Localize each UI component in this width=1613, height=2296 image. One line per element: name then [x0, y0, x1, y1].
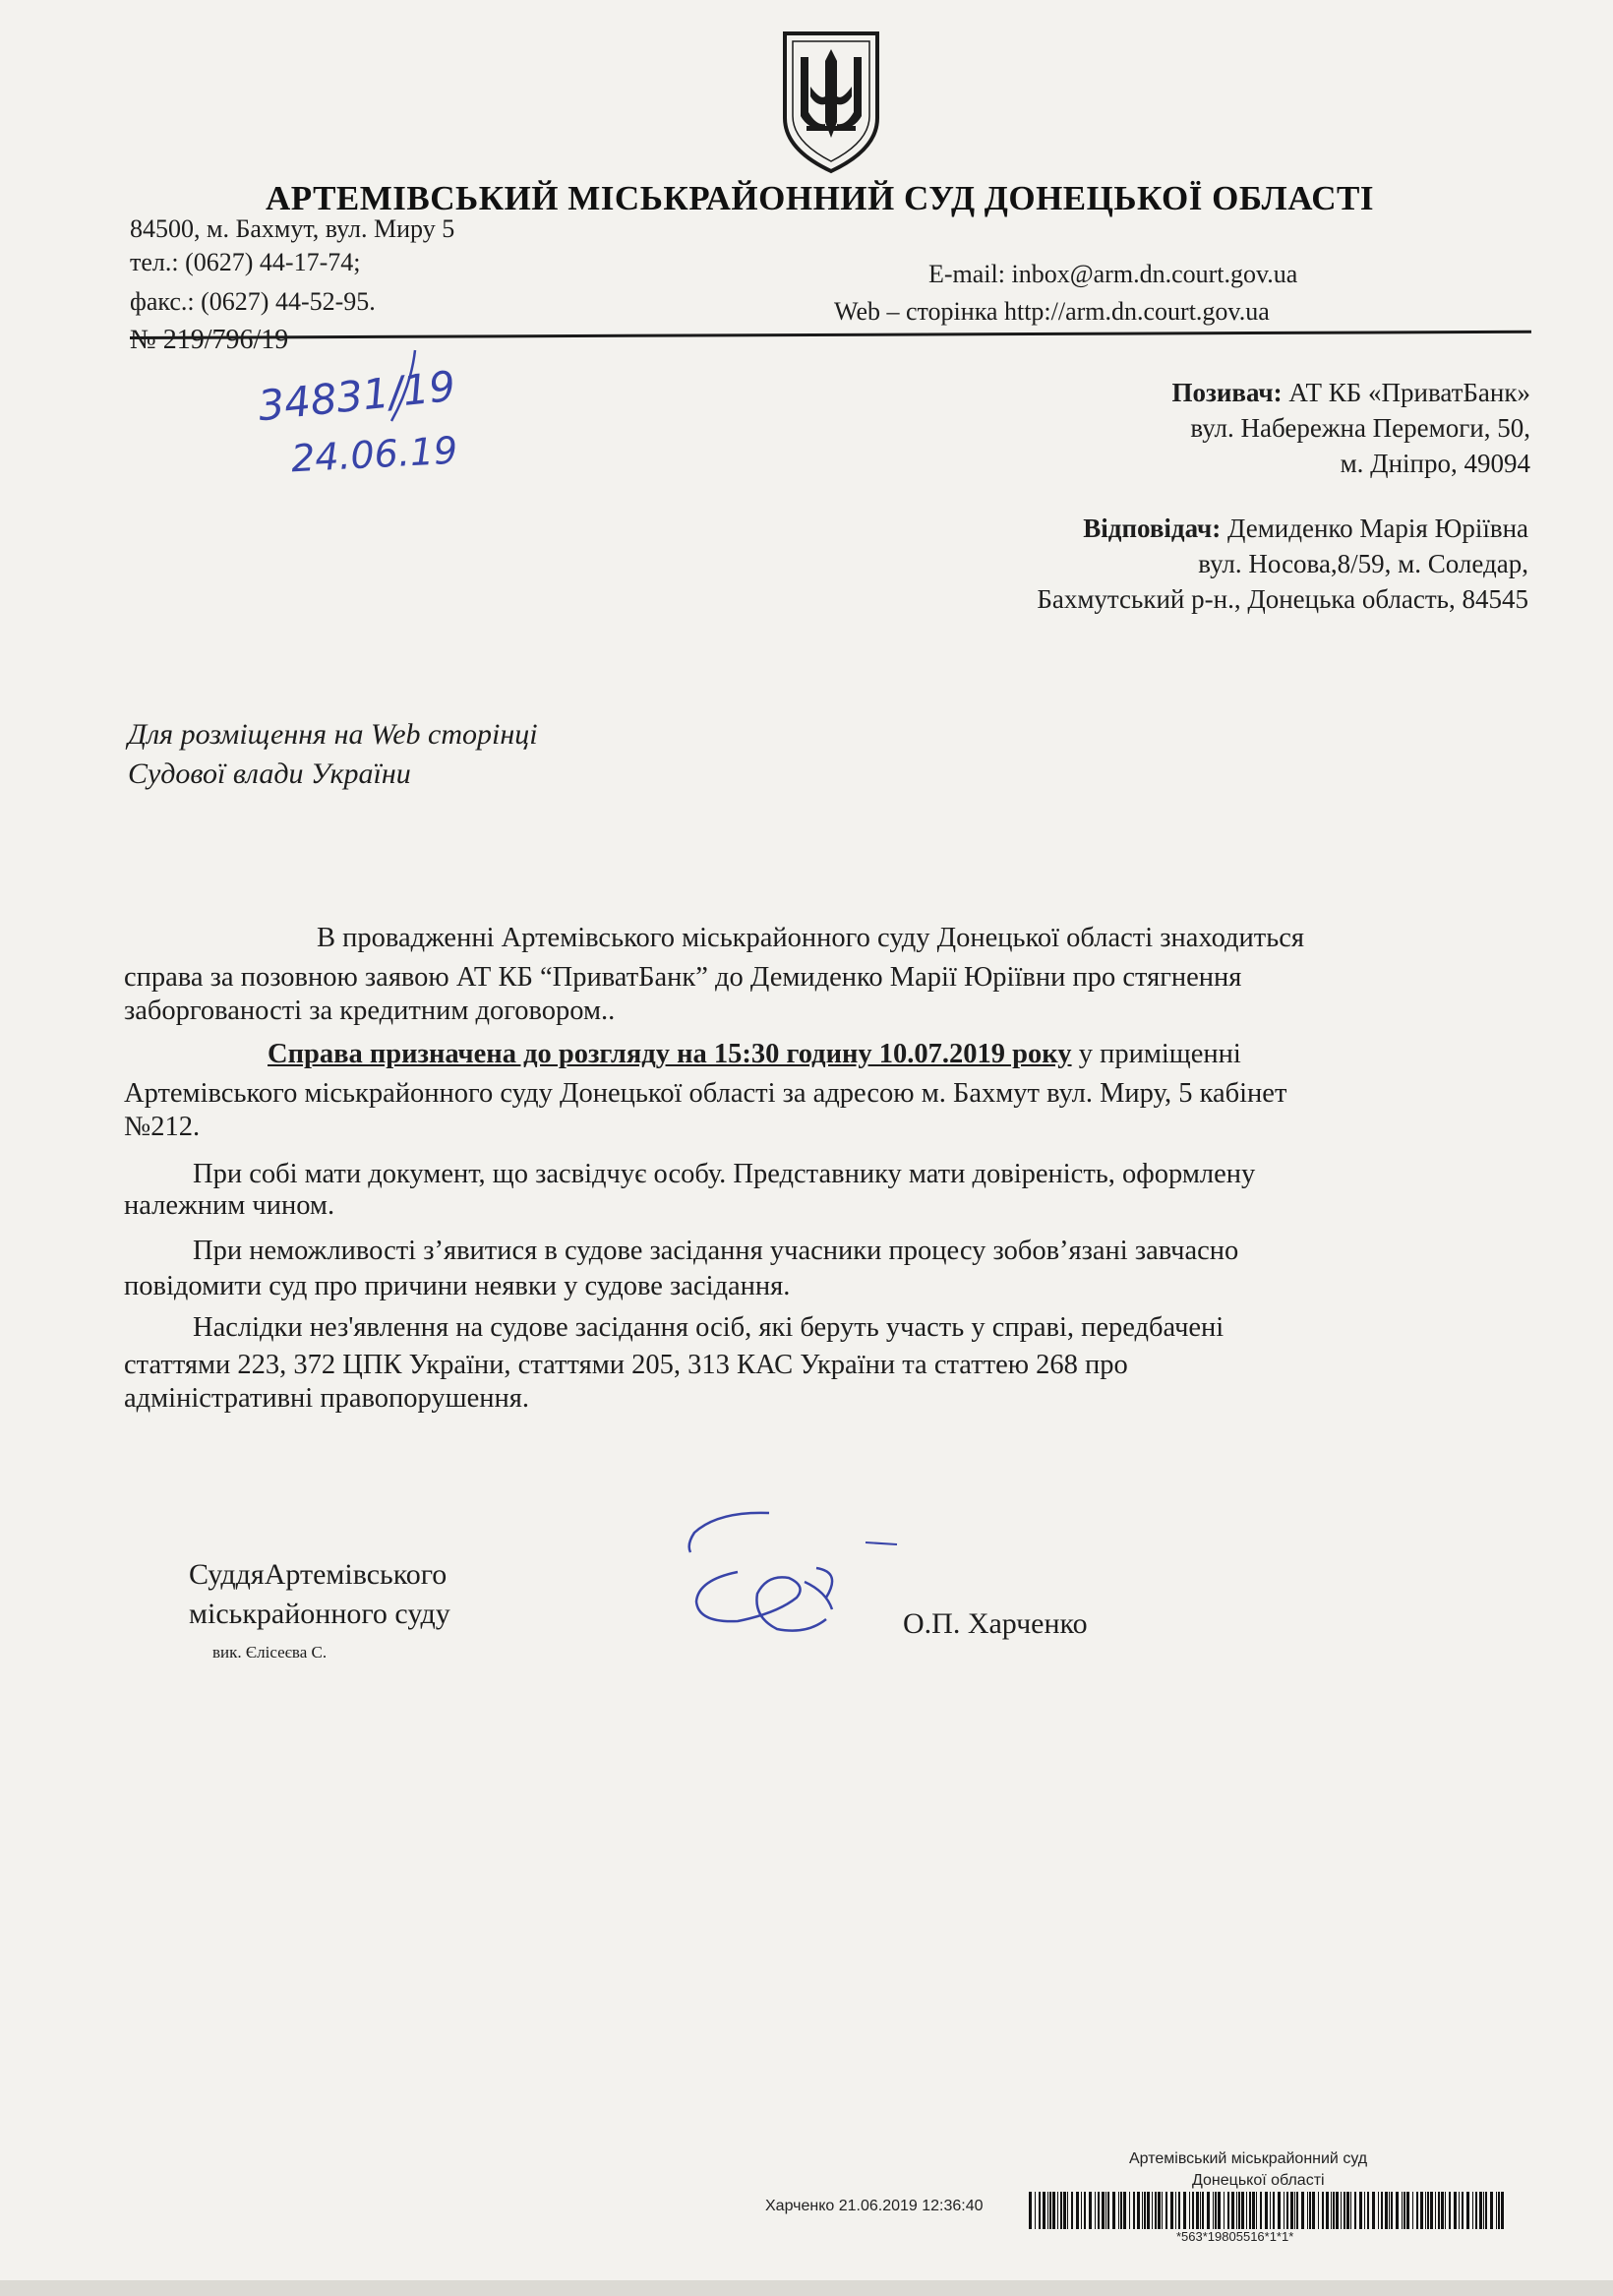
court-fax: факс.: (0627) 44-52-95. — [130, 287, 376, 316]
stamp-org-line1: Артемівський міськрайонний суд — [1129, 2150, 1368, 2167]
stamp-signed: Харченко 21.06.2019 12:36:40 — [765, 2198, 984, 2214]
judge-signature-icon — [679, 1503, 905, 1651]
paragraph2-line3: №212. — [124, 1112, 201, 1142]
handwritten-stroke — [386, 346, 425, 425]
paragraph5-line2: статтями 223, 372 ЦПК України, статтями 205, 313 КАС України та статтею 268 про — [124, 1350, 1128, 1380]
paragraph3-line1: При собі мати документ, що засвідчує особу. Представнику мати довіреність, оформлену — [193, 1159, 1256, 1189]
plaintiff-city: м. Дніпро, 49094 — [1340, 449, 1530, 478]
plaintiff-name: АТ КБ «ПриватБанк» — [1288, 378, 1530, 407]
paragraph4-line2: повідомити суд про причини неявки у судове засідання. — [124, 1271, 791, 1301]
defendant-name: Демиденко Марія Юріївна — [1226, 514, 1528, 543]
coat-of-arms-icon — [777, 28, 885, 175]
barcode-text: *563*19805516*1*1* — [1176, 2229, 1294, 2244]
handwritten-reg-number: 34831/19 — [255, 361, 458, 431]
paragraph5-line3: адміністративні правопорушення. — [124, 1383, 529, 1414]
defendant-region: Бахмутський р-н., Донецька область, 84545 — [1037, 584, 1528, 614]
web-note-line1: Для розміщення на Web сторінці — [128, 718, 538, 751]
paragraph4-line1: При неможливості з’явитися в судове засідання учасники процесу зобов’язані завчасно — [193, 1236, 1239, 1266]
plaintiff-street: вул. Набережна Перемоги, 50, — [1190, 413, 1530, 443]
stamp-org-line2: Донецької області — [1192, 2172, 1325, 2189]
page-bottom-edge — [0, 2280, 1613, 2296]
paragraph2-line2: Артемівського міськрайонного суду Донецької області за адресою м. Бахмут вул. Миру, 5 кабінет — [124, 1078, 1287, 1109]
defendant-label: Відповідач: — [1083, 514, 1222, 543]
hearing-location-start: у приміщенні — [1071, 1039, 1241, 1069]
court-phone: тел.: (0627) 44-17-74; — [130, 248, 361, 276]
court-name: АРТЕМІВСЬКИЙ МІСЬКРАЙОННИЙ СУД ДОНЕЦЬКОЇ ОБЛАСТІ — [266, 179, 1374, 217]
plaintiff-label: Позивач: — [1171, 378, 1283, 407]
handwritten-reg-date: 24.06.19 — [289, 428, 459, 481]
defendant-street: вул. Носова,8/59, м. Соледар, — [1198, 549, 1528, 578]
barcode-icon — [1029, 2192, 1505, 2229]
paragraph1-line1: В провадженні Артемівського міськрайонного суду Донецької області знаходиться — [317, 923, 1304, 953]
web-note-line2: Судової влади України — [128, 757, 411, 790]
executor-note: вик. Єлісеєва С. — [212, 1643, 328, 1662]
paragraph3-line2: належним чином. — [124, 1190, 335, 1221]
judge-role-line2: міськрайонного суду — [189, 1598, 450, 1630]
hearing-date-text: Справа призначена до розгляду на 15:30 годину 10.07.2019 року — [268, 1039, 1072, 1069]
court-website: Web – сторінка http://arm.dn.court.gov.ua — [834, 297, 1270, 326]
judge-name: О.П. Харченко — [903, 1607, 1088, 1640]
header-divider — [130, 331, 1531, 339]
defendant-name-line — [1083, 514, 1528, 544]
paragraph2-line1 — [268, 1039, 1241, 1070]
court-email: E-mail: inbox@arm.dn.court.gov.ua — [928, 260, 1298, 288]
paragraph1-line3: заборгованості за кредитним договором.. — [124, 996, 616, 1026]
judge-role-line1: СуддяАртемівського — [189, 1558, 448, 1591]
case-number: № 219/796/19 — [130, 325, 289, 355]
court-address: 84500, м. Бахмут, вул. Миру 5 — [130, 214, 455, 243]
plaintiff-name-line — [1171, 378, 1530, 408]
paragraph1-line2: справа за позовною заявою АТ КБ “ПриватБанк” до Демиденко Марії Юріївни про стягнення — [124, 962, 1242, 993]
paragraph5-line1: Наслідки нез'явлення на судове засідання осіб, які беруть участь у справі, передбачені — [193, 1312, 1225, 1343]
